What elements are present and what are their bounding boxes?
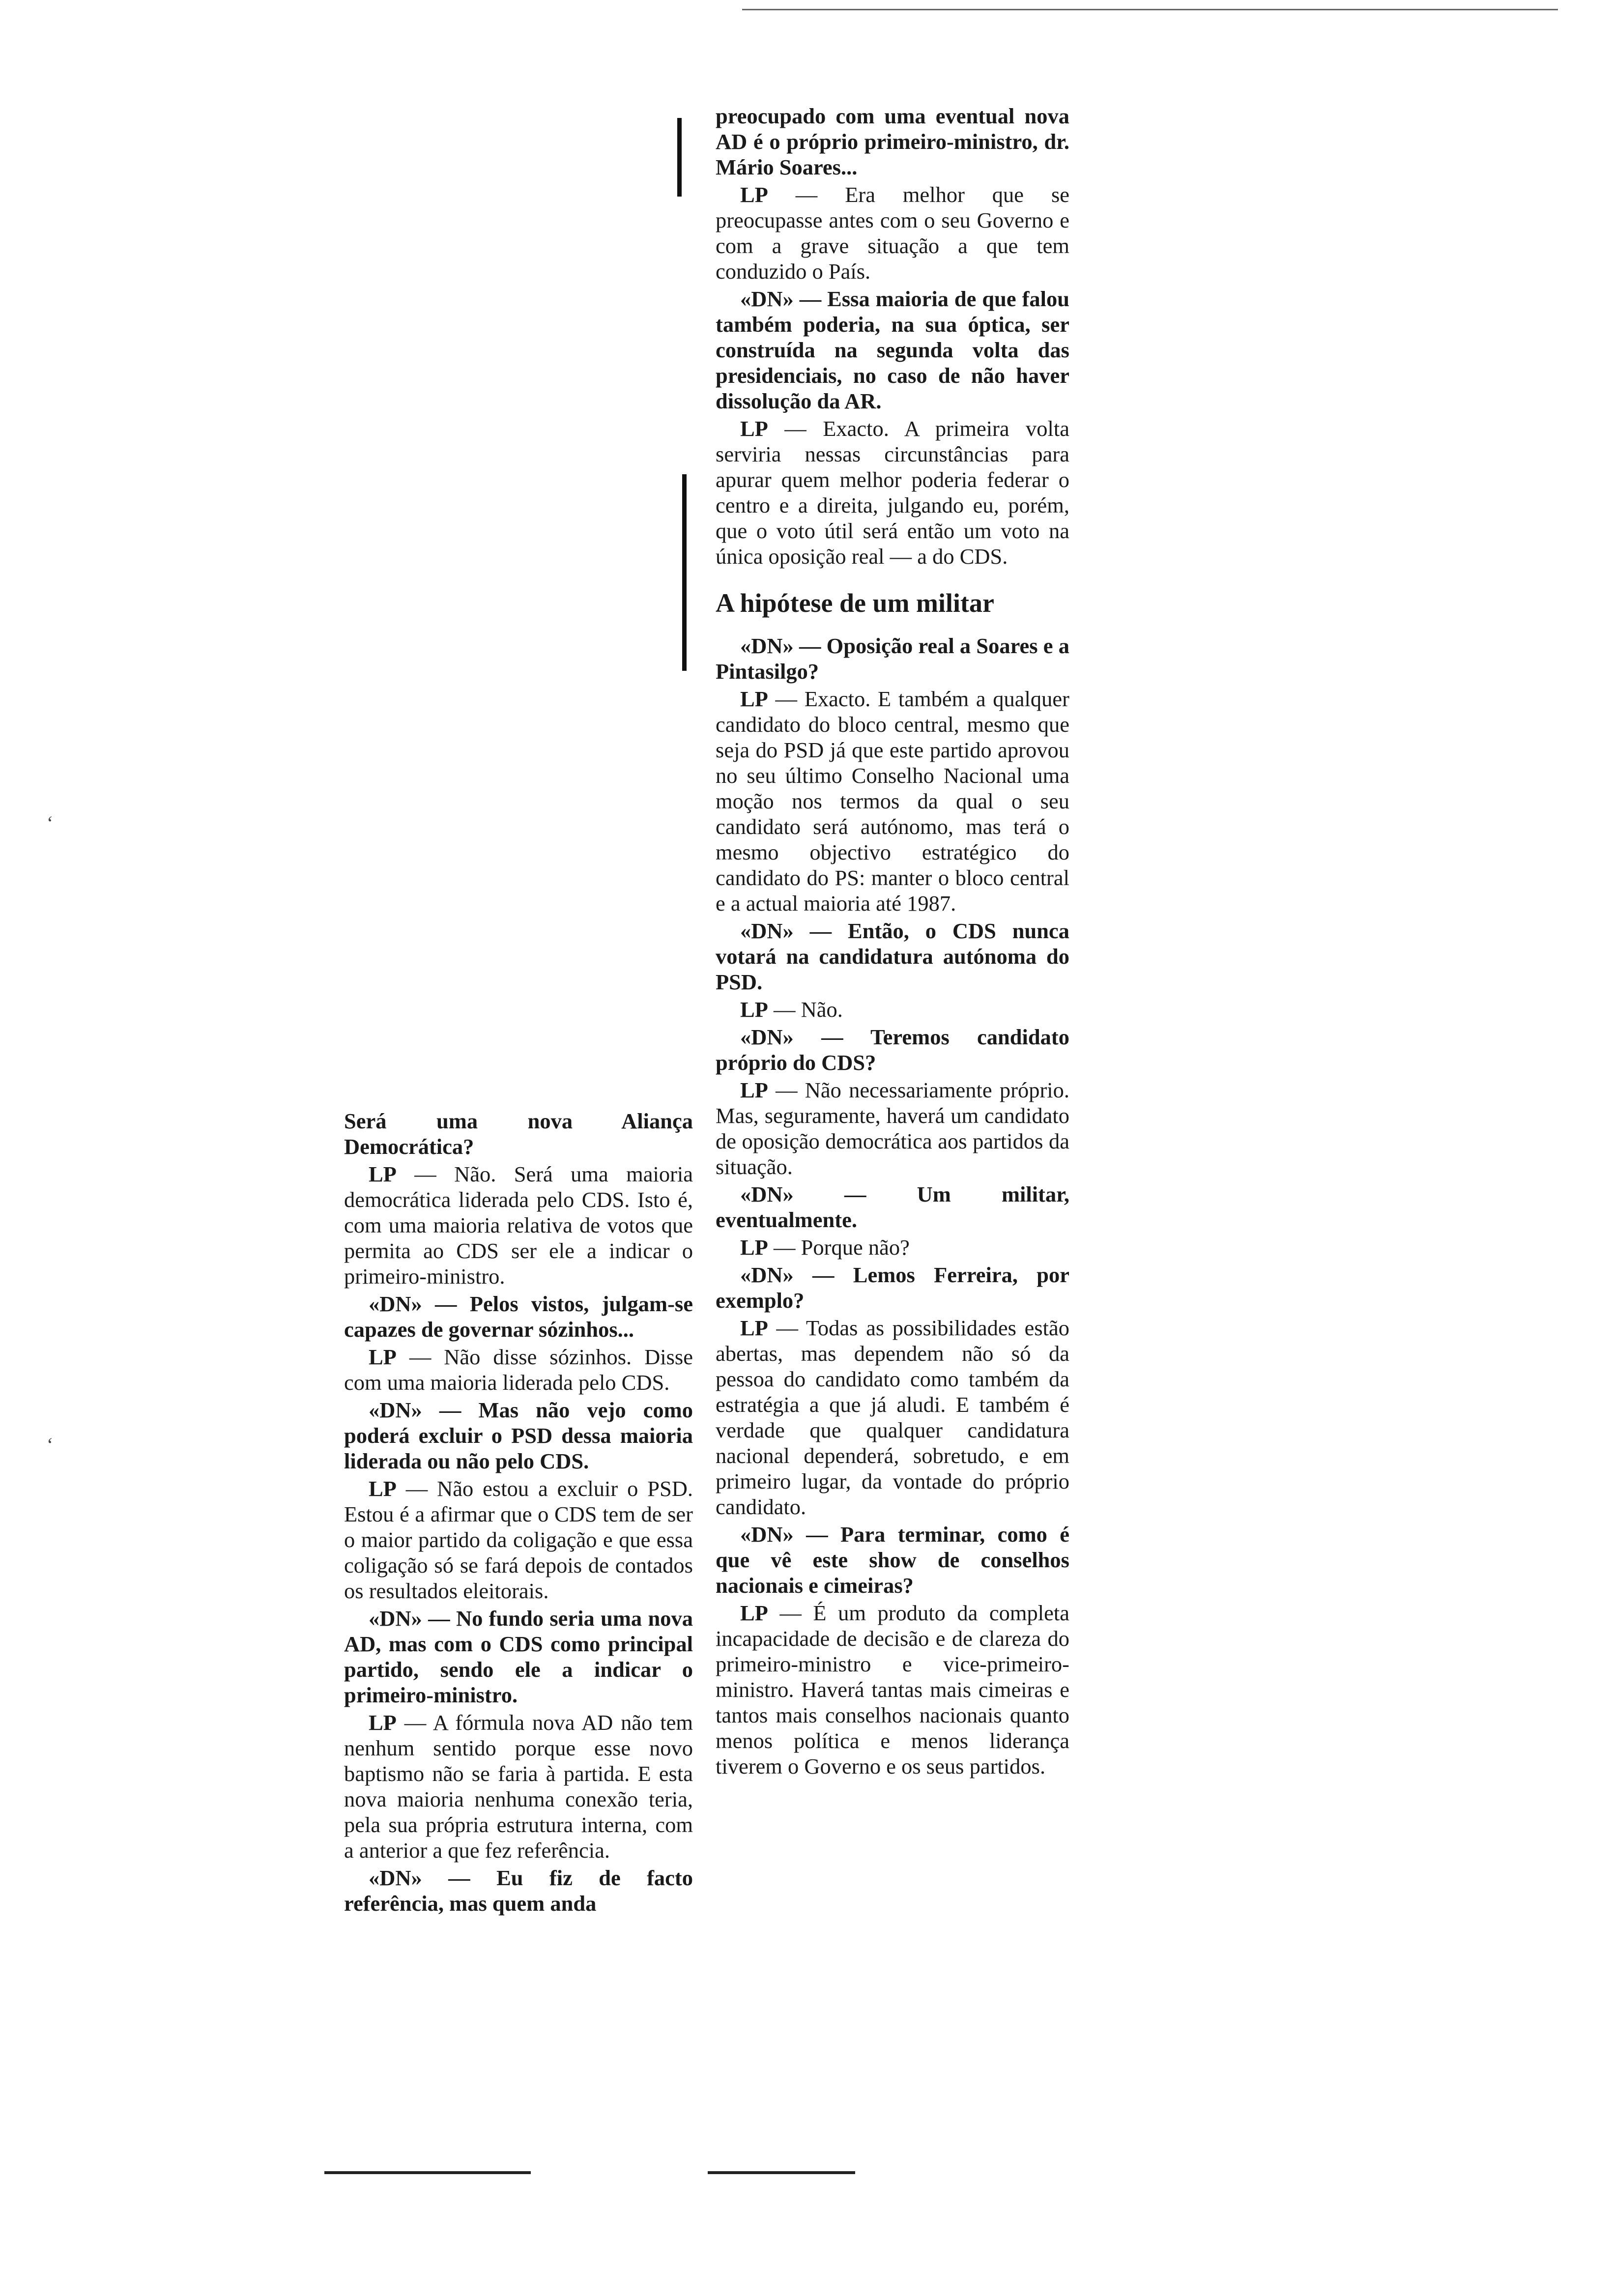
- speaker-label: LP: [740, 1601, 768, 1625]
- speaker-label: «DN»: [740, 1263, 794, 1287]
- column-margin-bar-top: [677, 118, 682, 197]
- interview-question: «DN» — Então, o CDS nunca votará na candidatura autónoma do PSD.: [716, 918, 1069, 994]
- paragraph-text: Teremos candidato próprio do CDS?: [716, 1025, 1069, 1075]
- paragraph-text: É um produto da completa incapacidade de decisão e de clareza do primeiro-ministro e vice-primeiro-ministro. Haverá tantas mais cimeiras e tantos mais conselhos nacionais quanto menos política e menos liderança tiverem o Governo e os seus partidos.: [716, 1601, 1069, 1779]
- paragraph-text: Essa maioria de que falou também poderia, na sua óptica, ser construída na segunda volta das presidenciais, no caso de não haver dissolução da AR.: [716, 287, 1069, 413]
- speaker-label: LP: [369, 1710, 397, 1735]
- speaker-label: «DN»: [740, 287, 794, 311]
- interview-question: «DN» — Lemos Ferreira, por exemplo?: [716, 1263, 1069, 1313]
- bottom-rule-right: [708, 2171, 855, 2174]
- speaker-label: LP: [740, 1316, 768, 1340]
- interview-answer: LP — Não.: [740, 997, 843, 1022]
- interview-question: [344, 1108, 693, 1159]
- interview-question: «DN» — Um militar, eventualmente.: [716, 1182, 1069, 1232]
- interview-question: «DN» — Teremos candidato próprio do CDS?: [716, 1025, 1069, 1075]
- scan-mark-1: ‘: [47, 812, 54, 834]
- paragraph-text: Oposição real a Soares e a Pintasilgo?: [716, 633, 1070, 684]
- speaker-label: LP: [740, 687, 768, 711]
- speaker-label: LP: [369, 1476, 397, 1501]
- paragraph-text: Pelos vistos, julgam-se capazes de governar sózinhos...: [344, 1292, 693, 1342]
- paragraph-text: Exacto. A primeira volta serviria nessas circunstâncias para apurar quem melhor poderia federar o centro e a direita, julgando eu, porém, que o voto útil será então um voto na única oposição real — a do CDS.: [716, 416, 1070, 569]
- interview-question: «DN» — Essa maioria de que falou também poderia, na sua óptica, ser construída na segunda volta das presidenciais, no caso de não haver dissolução da AR.: [716, 287, 1069, 413]
- paragraph-text: Todas as possibilidades estão abertas, mas dependem não só da pessoa do candidato como também da estratégia a que já aludi. E também é verdade que qualquer candidatura nacional dependerá, sobretudo, e em primeiro lugar, da vontade do próprio candidato.: [716, 1316, 1069, 1519]
- paragraph-text: Porque não?: [801, 1235, 910, 1260]
- speaker-label: «DN»: [740, 1025, 794, 1049]
- right-column-bottom: [716, 633, 1069, 1779]
- paragraph-text: Lemos Ferreira, por exemplo?: [716, 1263, 1069, 1313]
- speaker-label: LP: [740, 1235, 768, 1260]
- interview-question: «DN» — No fundo seria uma nova AD, mas com o CDS como principal partido, sendo ele a indicar o primeiro-ministro.: [344, 1606, 693, 1707]
- interview-answer: LP — A fórmula nova AD não tem nenhum sentido porque esse novo baptismo não se faria à partida. E esta nova maioria nenhuma conexão teria, pela sua própria estrutura interna, com a anterior a que fez referência.: [344, 1710, 693, 1863]
- speaker-label: «DN»: [740, 1522, 794, 1547]
- paragraph-text: Era melhor que se preocupasse antes com o seu Governo e com a grave situação a que tem conduzido o País.: [716, 182, 1070, 284]
- speaker-label: «DN»: [369, 1398, 422, 1422]
- paragraph-text: A fórmula nova AD não tem nenhum sentido porque esse novo baptismo não se faria à partida. E esta nova maioria nenhuma conexão teria, pela sua própria estrutura interna, com a anterior a que fez referência.: [344, 1710, 693, 1863]
- interview-answer: LP — Exacto. E também a qualquer candidato do bloco central, mesmo que seja do PSD já que este partido aprovou no seu último Conselho Nacional uma moção nos termos da qual o seu candidato será autónomo, mas terá o mesmo objectivo estratégico do candidato do PS: manter o bloco central e a actual maioria até 1987.: [716, 687, 1069, 916]
- paragraph-text: Não disse sózinhos. Disse com uma maioria liderada pelo CDS.: [344, 1345, 693, 1395]
- interview-answer: LP — Não. Será uma maioria democrática liderada pelo CDS. Isto é, com uma maioria relativa de votos que permita ao CDS ser ele a indicar o primeiro-ministro.: [344, 1162, 693, 1289]
- interview-answer: LP — Não estou a excluir o PSD. Estou é a afirmar que o CDS tem de ser o maior partido da coligação e que essa coligação só se fará depois de contados os resultados eleitorais.: [344, 1476, 693, 1603]
- interview-question: «DN» — Para terminar, como é que vê este show de conselhos nacionais e cimeiras?: [716, 1522, 1069, 1598]
- interview-question: [716, 103, 1069, 180]
- interview-answer: LP — Exacto. A primeira volta serviria nessas circunstâncias para apurar quem melhor poderia federar o centro e a direita, julgando eu, porém, que o voto útil será então um voto na única oposição real — a do CDS.: [716, 416, 1070, 569]
- speaker-label: «DN»: [740, 918, 794, 943]
- paragraph-text: Então, o CDS nunca votará na candidatura autónoma do PSD.: [716, 918, 1069, 994]
- column-margin-bar-middle: [682, 474, 687, 671]
- right-column-top: [716, 103, 1069, 569]
- interview-question: «DN» — Oposição real a Soares e a Pintasilgo?: [716, 633, 1070, 684]
- paragraph-text: Exacto. E também a qualquer candidato do bloco central, mesmo que seja do PSD já que este partido aprovou no seu último Conselho Nacional uma moção nos termos da qual o seu candidato será autónomo, mas terá o mesmo objectivo estratégico do candidato do PS: manter o bloco central e a actual maioria até 1987.: [716, 687, 1069, 916]
- speaker-label: LP: [740, 1078, 768, 1102]
- interview-answer: LP — É um produto da completa incapacidade de decisão e de clareza do primeiro-ministro e vice-primeiro-ministro. Haverá tantas mais cimeiras e tantos mais conselhos nacionais quanto menos política e menos liderança tiverem o Governo e os seus partidos.: [716, 1601, 1069, 1779]
- speaker-label: «DN»: [740, 1182, 794, 1206]
- speaker-label: «DN»: [369, 1292, 422, 1316]
- speaker-label: LP: [740, 997, 768, 1022]
- interview-answer: LP — Não necessariamente próprio. Mas, seguramente, haverá um candidato de oposição democrática aos partidos da situação.: [716, 1078, 1069, 1179]
- scan-mark-2: ‘: [47, 1434, 54, 1456]
- paragraph-text: Não necessariamente próprio. Mas, seguramente, haverá um candidato de oposição democrática aos partidos da situação.: [716, 1078, 1069, 1179]
- paragraph-text: Não estou a excluir o PSD. Estou é a afirmar que o CDS tem de ser o maior partido da coligação e que essa coligação só se fará depois de contados os resultados eleitorais.: [344, 1476, 693, 1603]
- paragraph-text: Será uma nova Aliança Democrática?: [344, 1109, 693, 1159]
- interview-answer: LP — Porque não?: [740, 1235, 910, 1260]
- scan-edge-line: [742, 9, 1558, 10]
- speaker-label: LP: [740, 182, 768, 207]
- interview-question: «DN» — Eu fiz de facto referência, mas quem anda: [344, 1866, 693, 1916]
- interview-answer: LP — Era melhor que se preocupasse antes com o seu Governo e com a grave situação a que tem conduzido o País.: [716, 182, 1070, 284]
- paragraph-text: Um militar, eventualmente.: [716, 1182, 1069, 1232]
- paragraph-text: Para terminar, como é que vê este show de conselhos nacionais e cimeiras?: [716, 1522, 1069, 1598]
- speaker-label: «DN»: [369, 1866, 422, 1890]
- bottom-rule-left: [324, 2171, 531, 2174]
- speaker-label: LP: [369, 1162, 397, 1186]
- paragraph-text: No fundo seria uma nova AD, mas com o CDS como principal partido, sendo ele a indicar o primeiro-ministro.: [344, 1606, 693, 1707]
- speaker-label: LP: [740, 416, 768, 441]
- section-heading: A hipótese de um militar: [716, 588, 994, 618]
- interview-question: «DN» — Mas não vejo como poderá excluir o PSD dessa maioria liderada ou não pelo CDS.: [344, 1398, 693, 1473]
- speaker-label: «DN»: [369, 1606, 422, 1631]
- paragraph-text: Mas não vejo como poderá excluir o PSD dessa maioria liderada ou não pelo CDS.: [344, 1398, 693, 1473]
- interview-answer: LP — Todas as possibilidades estão abertas, mas dependem não só da pessoa do candidato como também da estratégia a que já aludi. E também é verdade que qualquer candidatura nacional dependerá, sobretudo, e em primeiro lugar, da vontade do próprio candidato.: [716, 1316, 1069, 1519]
- interview-question: «DN» — Pelos vistos, julgam-se capazes de governar sózinhos...: [344, 1292, 693, 1342]
- paragraph-text: Não. Será uma maioria democrática liderada pelo CDS. Isto é, com uma maioria relativa de votos que permita ao CDS ser ele a indicar o primeiro-ministro.: [344, 1162, 693, 1289]
- paragraph-text: preocupado com uma eventual nova AD é o próprio primeiro-ministro, dr. Mário Soares...: [716, 104, 1069, 179]
- paragraph-text: Eu fiz de facto referência, mas quem anda: [344, 1866, 693, 1916]
- interview-answer: LP — Não disse sózinhos. Disse com uma maioria liderada pelo CDS.: [344, 1345, 693, 1395]
- paragraph-text: Não.: [801, 997, 843, 1022]
- speaker-label: LP: [369, 1345, 397, 1369]
- left-column: [344, 1108, 693, 1918]
- speaker-label: «DN»: [740, 633, 794, 658]
- right-column: [716, 103, 1069, 1781]
